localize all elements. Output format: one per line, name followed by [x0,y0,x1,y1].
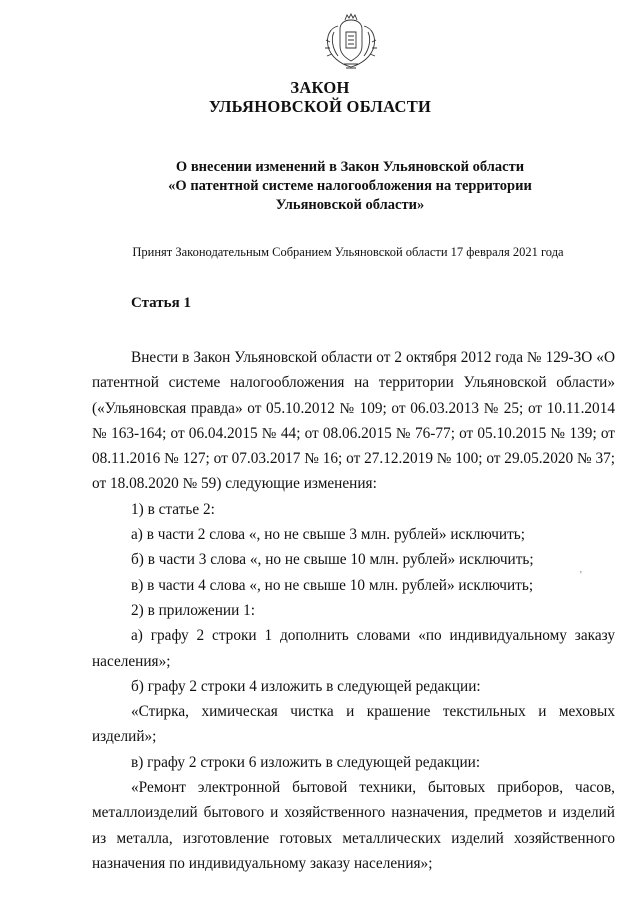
law-title-line1: ЗАКОН [290,78,350,97]
item-2: 2) в приложении 1: [131,601,255,619]
item-1b: б) в части 3 слова «, но не свыше 10 млн. рублей» исключить; [131,551,534,569]
article-body [92,345,615,876]
article-heading: Статья 1 [131,295,191,311]
item-2b: б) графу 2 строки 4 изложить в следующей редакции: [131,677,481,695]
law-title-line2: УЛЬЯНОВСКОЙ ОБЛАСТИ [208,97,432,116]
item-1a: а) в части 2 слова «, но не свыше 3 млн. рублей» исключить; [131,526,526,544]
subject-line1: О внесении изменений в Закон Ульяновской области [175,159,525,175]
subject-line2: «О патентной системе налогообложения на территории [168,178,532,194]
subject-line3: Ульяновской области» [275,197,425,213]
coat-of-arms-emblem [316,12,386,72]
adoption-note: Принят Законодательным Собранием Ульяновской области 17 февраля 2021 года [132,245,564,259]
item-2c: в) графу 2 строки 6 изложить в следующей редакции: [131,753,481,771]
item-2c-text: «Ремонт электронной бытовой техники, бытовых приборов, часов, металлоизделий бытового и хозяйственного назначения, предметов и изделий из металла, изготовление готовых металлических изделий хозяйственного назначения по индивидуальному заказу населения»; [92,779,615,872]
intro-paragraph: Внести в Закон Ульяновской области от 2 октября 2012 года № 129-ЗО «О патентной системе налогообложения на территории Ульяновской области» («Ульяновская правда» от 05.10.2012 № 109; от 06.03.2013 № 25; от 10.11.2014 № 163-164; от 06.04.2015 № 44; от 08.06.2015 № 76-77; от 05.10.2015 № 139; от 08.11.2016 № 127; от 07.03.2017 № 16; от 27.12.2019 № 100; от 29.05.2020 № 37; от 18.08.2020 № 59) следующие изменения: [92,349,615,493]
scan-speck: ' [580,570,582,581]
item-2b-text: «Стирка, химическая чистка и крашение текстильных и меховых изделий»; [92,703,615,746]
item-1: 1) в статье 2: [131,500,215,518]
item-1c: в) в части 4 слова «, но не свыше 10 млн. рублей» исключить; [131,576,534,594]
item-2a: а) графу 2 строки 1 дополнить словами «по индивидуальному заказу населения»; [92,627,615,670]
